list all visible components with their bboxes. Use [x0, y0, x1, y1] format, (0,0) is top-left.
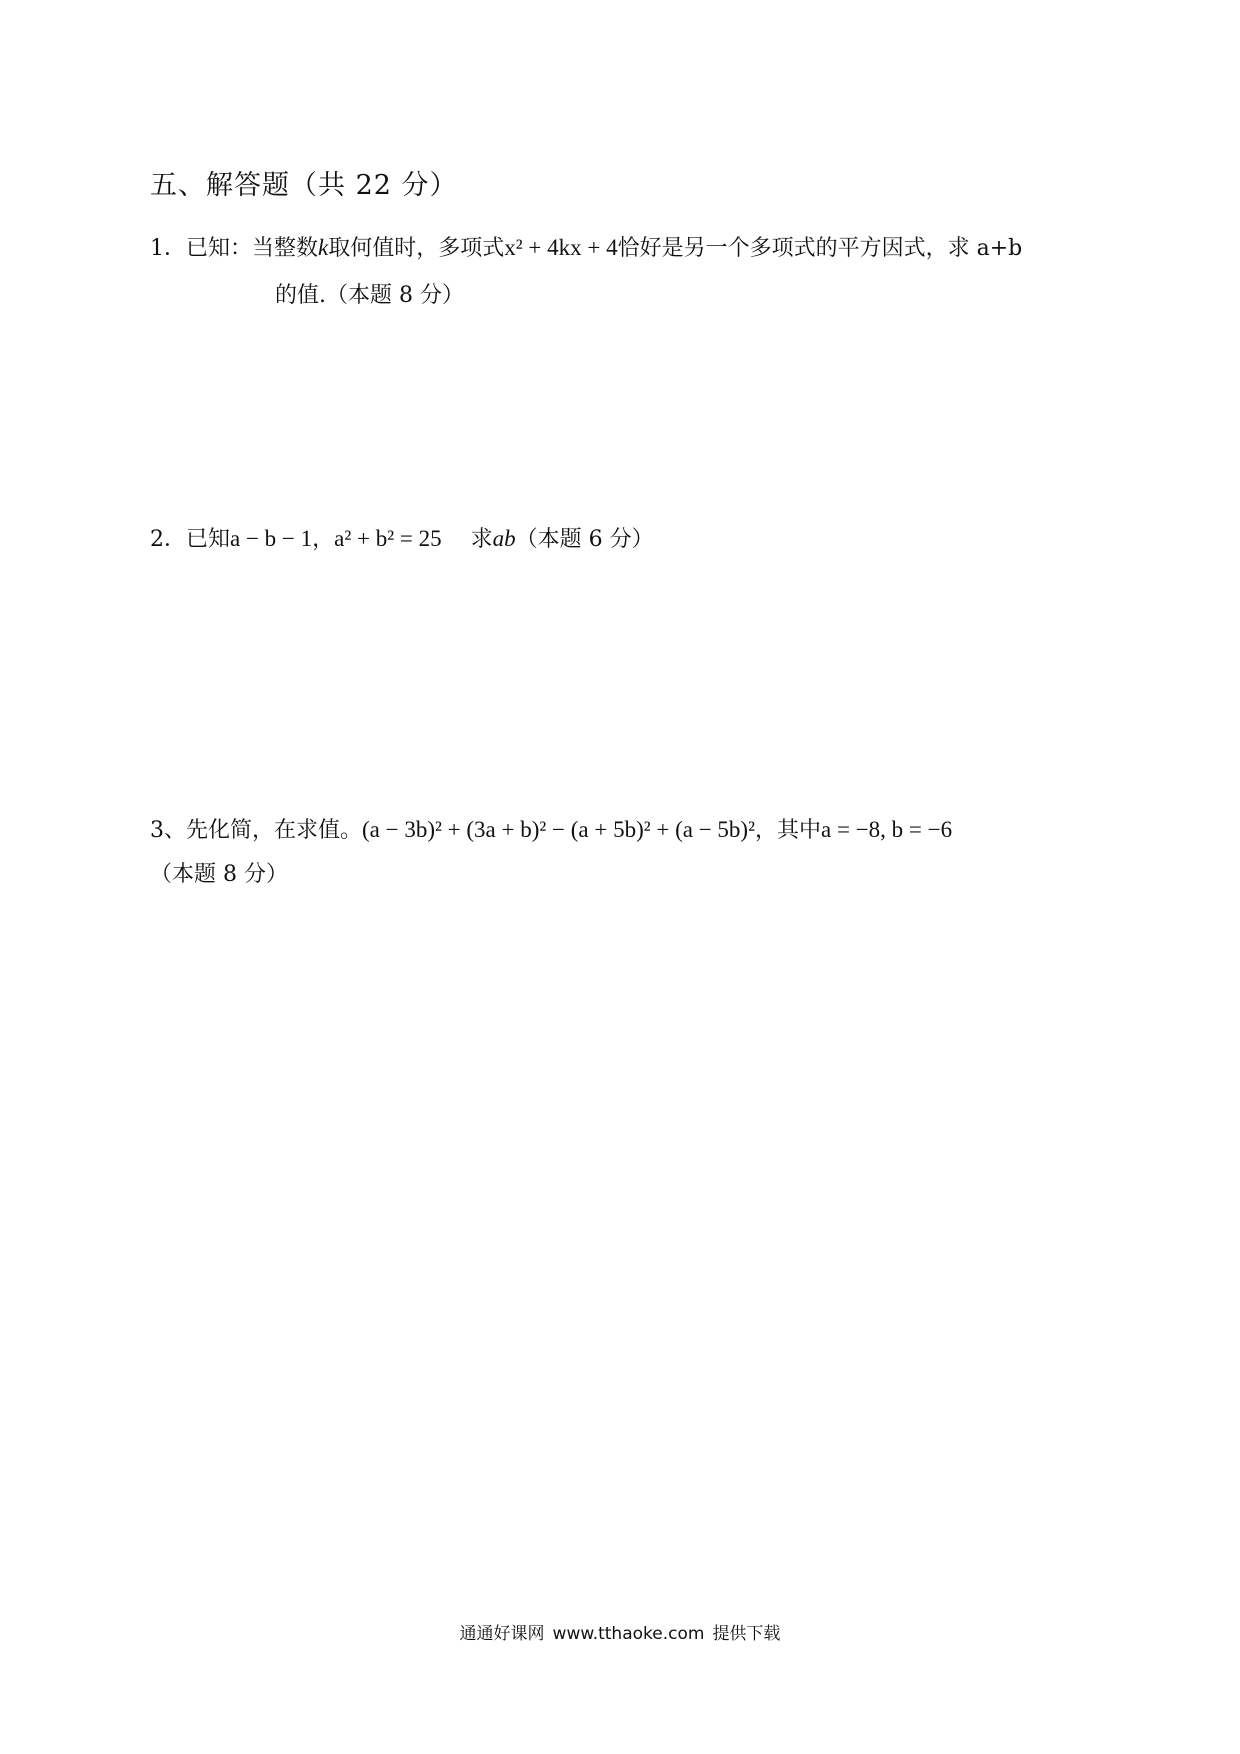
footer-site-name: 通通好课网: [459, 1624, 545, 1644]
question-1-prefix: 1．已知：当整数: [150, 236, 318, 261]
question-3-prefix: 3、先化简，在求值。: [150, 818, 362, 843]
question-3-expression: (a − 3b)² + (3a + b)² − (a + 5b)² + (a − 5b)²: [362, 817, 755, 842]
footer-suffix: 提供下载: [712, 1624, 781, 1644]
question-1-expression: x² + 4kx + 4: [504, 235, 618, 260]
question-1-middle: 取何值时，多项式: [328, 236, 505, 261]
footer-url[interactable]: www.tthaoke.com: [552, 1624, 705, 1644]
question-1-line-1: [150, 233, 1022, 264]
question-2-ask: 求: [470, 527, 493, 552]
question-3-condition: a = −8, b = −6: [821, 817, 953, 842]
question-2-target: ab: [492, 526, 516, 551]
question-2-expression-1: a − b − 1: [230, 526, 313, 551]
question-2-prefix: 2．已知: [150, 527, 230, 552]
question-3-score: （本题 8 分）: [150, 862, 288, 887]
question-2-score: （本题 6 分）: [515, 527, 654, 552]
question-2-line: [150, 524, 654, 555]
question-1-suffix: 恰好是另一个多项式的平方因式，求 a+b: [617, 236, 1023, 261]
question-1-var-k: k: [318, 235, 329, 260]
question-2-separator: ，: [312, 527, 335, 552]
question-2-expression-2: a² + b² = 25: [334, 526, 442, 551]
section-title: 五、解答题（共 22 分）: [150, 170, 458, 201]
page-footer: [0, 1619, 1240, 1644]
question-3-middle: ，其中: [755, 818, 822, 843]
question-1-line-2: 的值.（本题 8 分）: [275, 283, 464, 308]
question-3-line-1: [150, 815, 952, 846]
